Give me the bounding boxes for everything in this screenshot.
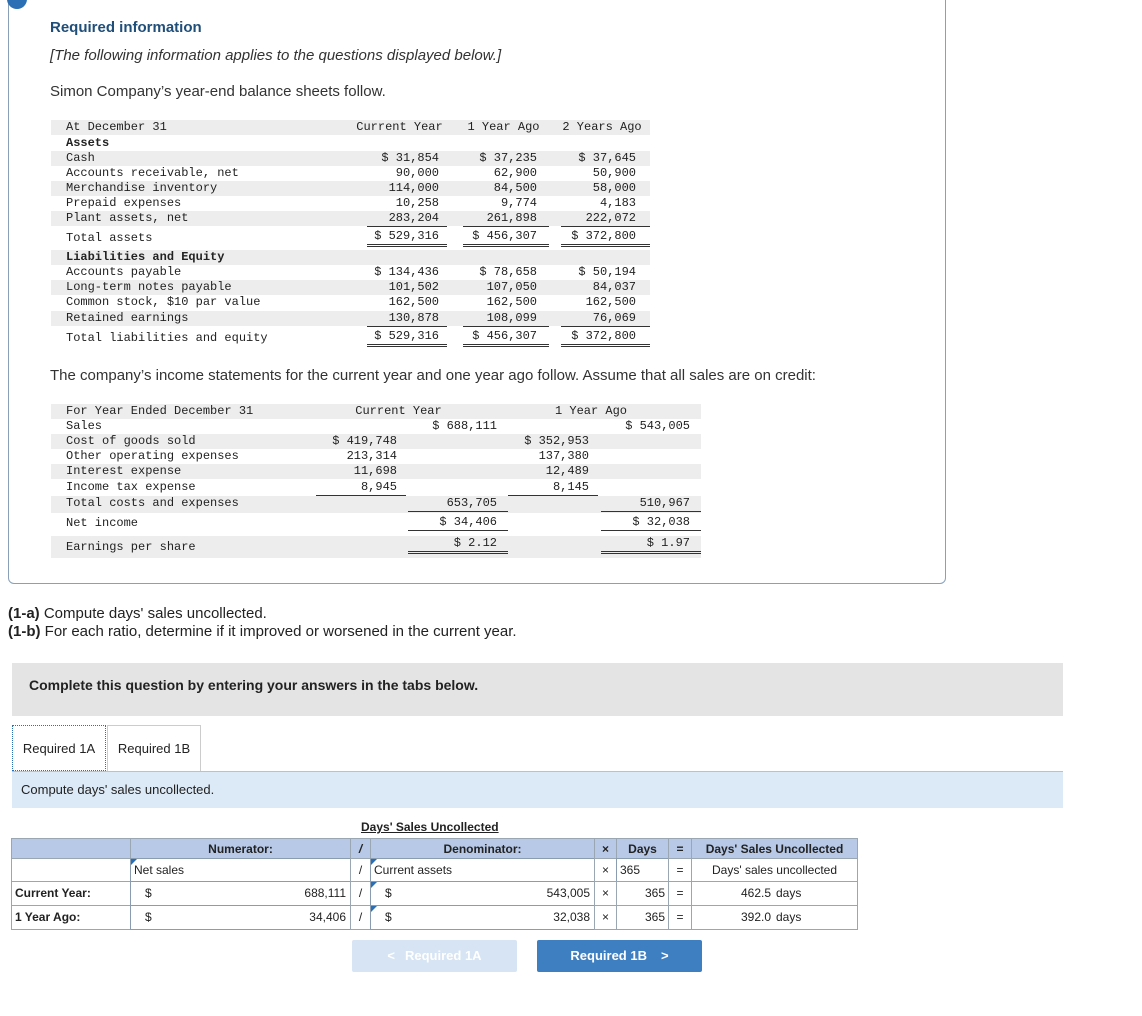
numerator-input-prior[interactable] bbox=[130, 905, 351, 930]
denominator-input-prior[interactable] bbox=[370, 905, 595, 930]
bs-row-total-liabilities-equity: Total liabilities and equity $ 529,316 $ 456,307 $ 372,800 bbox=[51, 329, 650, 348]
balance-sheet-header-row: At December 31 Current Year 1 Year Ago 2 Years Ago bbox=[51, 120, 650, 135]
days-input-sub[interactable]: 365 bbox=[616, 858, 669, 882]
bs-row-long-term-notes: Long-term notes payable 101,502 107,050 84,037 bbox=[51, 280, 650, 295]
denominator-input-current[interactable] bbox=[370, 881, 595, 906]
bs-row-accounts-payable: Accounts payable $ 134,436 $ 78,658 $ 50,194 bbox=[66, 265, 636, 279]
row-label-1-year-ago: 1 Year Ago: bbox=[11, 905, 131, 930]
grid-result-label: Days' sales uncollected bbox=[691, 858, 858, 882]
tab-required-1a[interactable]: Required 1A bbox=[12, 725, 106, 771]
prev-required-1a-button[interactable]: < Required 1A bbox=[352, 940, 517, 972]
assets-heading: Assets bbox=[66, 136, 110, 150]
instruction-bar: Compute days' sales uncollected. bbox=[12, 772, 1063, 808]
denominator-select[interactable]: Current assets bbox=[370, 858, 595, 882]
numerator-select[interactable]: Net sales bbox=[130, 858, 351, 882]
bs-row-total-assets: Total assets $ 529,316 $ 456,307 $ 372,800 bbox=[51, 229, 650, 248]
dropdown-marker-icon bbox=[371, 906, 377, 912]
liabilities-heading: Liabilities and Equity bbox=[51, 250, 650, 265]
complete-question-banner: Complete this question by entering your answers in the tabs below. bbox=[12, 663, 1063, 716]
bs-row-prepaid-expenses: Prepaid expenses 10,258 9,774 4,183 bbox=[66, 196, 636, 210]
bs-row-common-stock: Common stock, $10 par value 162,500 162,500 162,500 bbox=[66, 295, 636, 309]
next-required-1b-button[interactable]: Required 1B > bbox=[537, 940, 702, 972]
dropdown-marker-icon bbox=[371, 859, 377, 865]
grid-title: Days' Sales Uncollected bbox=[361, 820, 499, 834]
bs-row-accounts-receivable: Accounts receivable, net 90,000 62,900 50,900 bbox=[66, 166, 636, 180]
is-row-net-income: Net income $ 34,406 $ 32,038 bbox=[51, 515, 701, 533]
grid-equals-sign: = bbox=[668, 905, 692, 930]
info-bullet-icon bbox=[7, 0, 27, 9]
denominator-value: 543,005 bbox=[546, 886, 590, 900]
grid-numerator-header: Numerator: bbox=[130, 838, 351, 859]
grid-divide-sign: / bbox=[350, 858, 371, 882]
days-value-prior: 365 bbox=[616, 905, 669, 930]
grid-times-sign: × bbox=[594, 905, 617, 930]
chevron-left-icon: < bbox=[387, 948, 395, 963]
numerator-input-current[interactable] bbox=[130, 881, 351, 906]
currency-sign: $ bbox=[145, 910, 152, 924]
chevron-right-icon: > bbox=[660, 948, 669, 963]
grid-divide-sign: / bbox=[350, 881, 371, 906]
grid-equals-sign: = bbox=[668, 881, 692, 906]
currency-sign: $ bbox=[385, 886, 392, 900]
grid-times-sign: × bbox=[594, 858, 617, 882]
dropdown-marker-icon bbox=[371, 882, 377, 888]
tab-required-1b[interactable]: Required 1B bbox=[107, 725, 201, 771]
grid-subheader-blank bbox=[11, 858, 131, 882]
grid-equals-sign: = bbox=[668, 858, 692, 882]
is-row-total-costs: Total costs and expenses 653,705 510,967 bbox=[51, 496, 701, 513]
result-prior bbox=[691, 905, 858, 930]
denominator-value: 32,038 bbox=[553, 910, 590, 924]
result-value: 392.0 bbox=[740, 910, 771, 924]
required-info-title: Required information bbox=[50, 19, 202, 36]
row-label-current-year: Current Year: bbox=[11, 881, 131, 906]
bs-row-merchandise-inventory: Merchandise inventory 114,000 84,500 58,000 bbox=[51, 181, 650, 196]
is-row-income-tax: Income tax expense 8,945 8,145 bbox=[51, 480, 701, 495]
grid-result-header: Days' Sales Uncollected bbox=[691, 838, 858, 859]
bs-row-plant-assets: Plant assets, net 283,204 261,898 222,072 bbox=[51, 211, 650, 226]
grid-equals-header: = bbox=[668, 838, 692, 859]
grid-denominator-header: Denominator: bbox=[370, 838, 595, 859]
result-current bbox=[691, 881, 858, 906]
grid-divide-header: / bbox=[350, 838, 371, 859]
is-row-eps: Earnings per share $ 2.12 $ 1.97 bbox=[51, 536, 701, 558]
result-unit: days bbox=[776, 886, 802, 900]
grid-times-sign: × bbox=[594, 881, 617, 906]
question-1a: (1-a) Compute days' sales uncollected. bbox=[8, 605, 267, 622]
is-row-sales: Sales $ 688,111 $ 543,005 bbox=[66, 419, 690, 433]
dropdown-marker-icon bbox=[131, 859, 137, 865]
is-row-interest-expense: Interest expense 11,698 12,489 bbox=[51, 464, 701, 479]
is-row-other-operating: Other operating expenses 213,314 137,380 bbox=[66, 449, 589, 463]
income-statement-intro: The company’s income statements for the current year and one year ago follow. Assume that all sales are on credit: bbox=[50, 367, 816, 384]
numerator-value: 34,406 bbox=[309, 910, 346, 924]
result-unit: days bbox=[776, 910, 802, 924]
grid-times-header: × bbox=[594, 838, 617, 859]
days-value-current: 365 bbox=[616, 881, 669, 906]
currency-sign: $ bbox=[385, 910, 392, 924]
required-info-subtitle: [The following information applies to the questions displayed below.] bbox=[50, 47, 502, 64]
grid-header-blank bbox=[11, 838, 131, 859]
is-row-cogs: Cost of goods sold $ 419,748 $ 352,953 bbox=[51, 434, 701, 449]
grid-days-header: Days bbox=[616, 838, 669, 859]
income-header-row: For Year Ended December 31 Current Year 1 Year Ago bbox=[51, 404, 701, 419]
balance-sheet-intro: Simon Company’s year-end balance sheets follow. bbox=[50, 83, 386, 100]
question-1b: (1-b) For each ratio, determine if it improved or worsened in the current year. bbox=[8, 623, 517, 640]
currency-sign: $ bbox=[145, 886, 152, 900]
result-value: 462.5 bbox=[740, 886, 771, 900]
grid-divide-sign: / bbox=[350, 905, 371, 930]
numerator-value: 688,111 bbox=[304, 886, 346, 900]
bs-row-cash: Cash $ 31,854 $ 37,235 $ 37,645 bbox=[51, 151, 650, 166]
bs-row-retained-earnings: Retained earnings 130,878 108,099 76,069 bbox=[51, 311, 650, 326]
